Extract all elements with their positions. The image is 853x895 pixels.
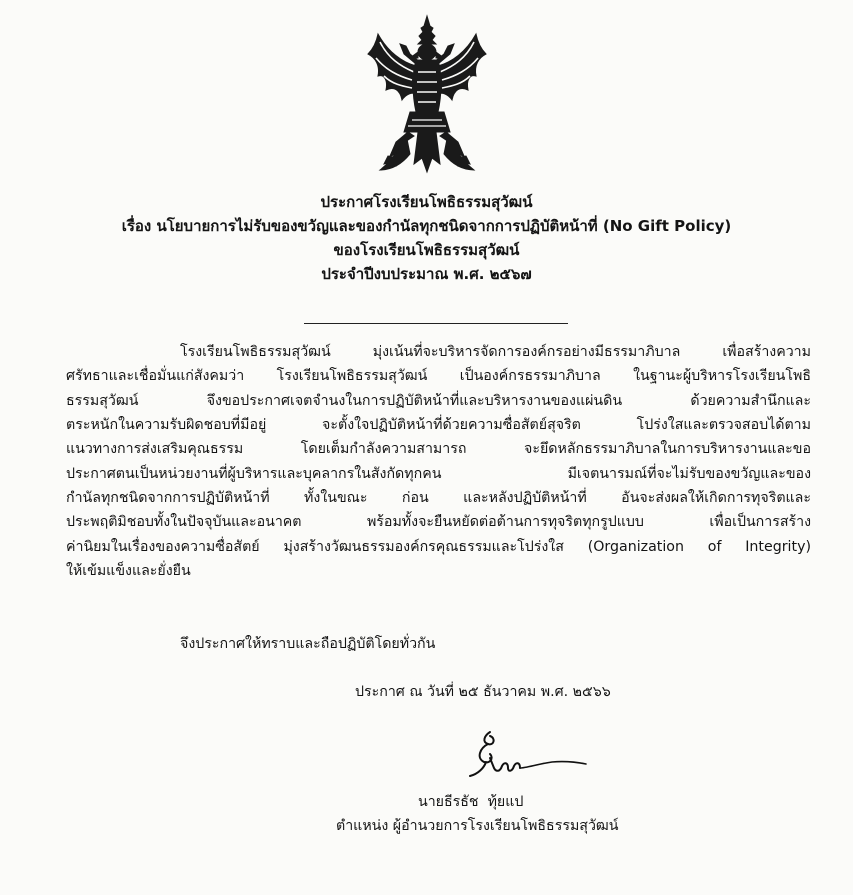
signer-name: นายธีรธัช ทุ้ยแป [418,794,524,810]
body-line: โรงเรียนโพธิธรรมสุวัฒน์ มุ่งเน้นที่จะบริหารจัดการองค์กรอย่างมีธรรมาภิบาล เพื่อสร้างความ [180,344,811,360]
announcement-body [66,340,811,583]
closing-statement: จึงประกาศให้ทราบและถือปฏิบัติโดยทั่วกัน [180,636,436,652]
announcement-heading [60,190,793,286]
body-line: ตระหนักในความรับผิดชอบที่มีอยู่ จะตั้งใจปฏิบัติหน้าที่ด้วยความซื่อสัตย์สุจริต โปร่งใสและตรวจสอบได้ตาม [66,417,811,434]
announcement-date: ประกาศ ณ วันที่ ๒๕ ธันวาคม พ.ศ. ๒๕๖๖ [355,684,611,700]
heading-fiscal-year: ประจำปีงบประมาณ พ.ศ. ๒๕๖๗ [321,265,532,283]
body-line: ประพฤติมิชอบทั้งในปัจจุบันและอนาคต พร้อมทั้งจะยืนหยัดต่อต้านการทุจริตทุกรูปแบบ เพื่อเป็นการสร้าง [66,514,811,531]
heading-subject: เรื่อง นโยบายการไม่รับของขวัญและของกำนัลทุกชนิดจากการปฏิบัติหน้าที่ (No Gift Policy) [121,217,732,235]
heading-line-3: ของโรงเรียนโพธิธรรมสุวัฒน์ [333,241,520,259]
body-line: ศรัทธาและเชื่อมั่นแก่สังคมว่า โรงเรียนโพธิธรรมสุวัฒน์ เป็นองค์กรธรรมาภิบาล ในฐานะผู้บริหารโรงเรียนโพธิ [66,368,811,385]
body-line: ธรรมสุวัฒน์ จึงขอประกาศเจตจำนงในการปฏิบัติหน้าที่และบริหารงานของแผ่นดิน ด้วยความสำนึกและ [66,392,811,409]
signer-title: ตำแหน่ง ผู้อำนวยการโรงเรียนโพธิธรรมสุวัฒน์ [336,818,619,834]
garuda-emblem-icon [366,14,488,184]
body-line: ให้เข้มแข็งและยั่งยืน [66,563,191,580]
body-line: แนวทางการส่งเสริมคุณธรรม โดยเต็มกำลังความสามารถ จะยึดหลักธรรมาภิบาลในการบริหารงานและขอ [66,441,811,458]
body-line: ประกาศตนเป็นหน่วยงานที่ผู้บริหารและบุคลากรในสังกัดทุกคน มีเจตนารมณ์ที่จะไม่รับของขวัญและของ [66,465,811,482]
handwritten-signature [460,728,590,784]
body-line: ค่านิยมในเรื่องของความซื่อสัตย์ มุ่งสร้างวัฒนธรรมองค์กรคุณธรรมและโปร่งใส (Organization of Integrity) [66,538,811,555]
body-line: กำนัลทุกชนิดจากการปฏิบัติหน้าที่ ทั้งในขณะ ก่อน และหลังปฏิบัติหน้าที่ อันจะส่งผลให้เกิดการทุจริตและ [66,490,811,507]
heading-line-1: ประกาศโรงเรียนโพธิธรรมสุวัฒน์ [320,193,533,211]
heading-divider [304,323,568,324]
